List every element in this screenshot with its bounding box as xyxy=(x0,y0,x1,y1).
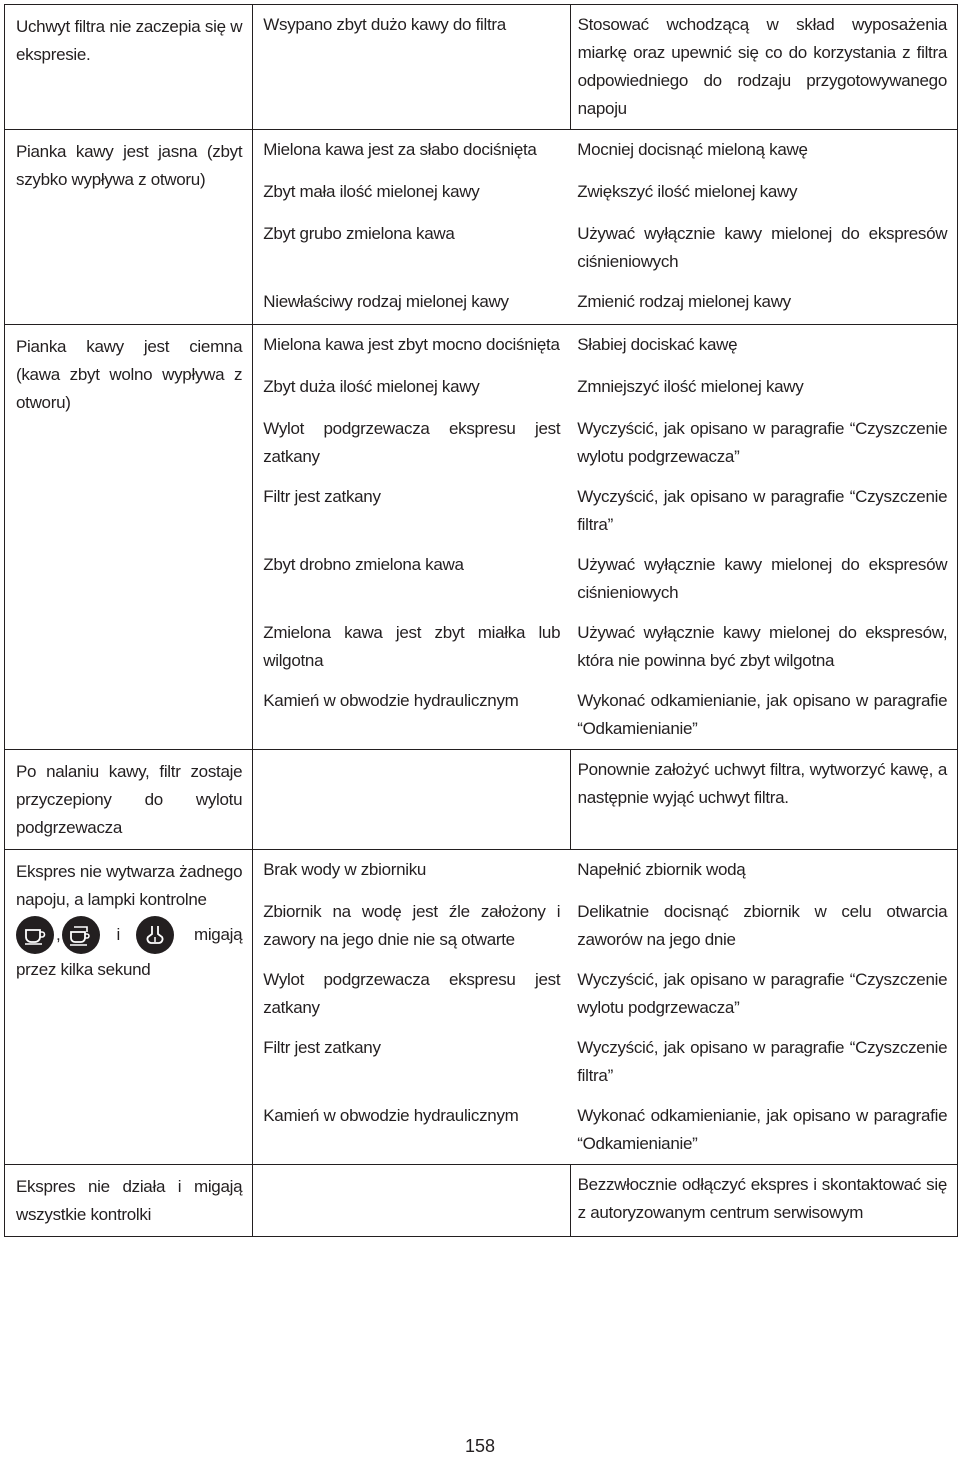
solution-text: Napełnić zbiornik wodą xyxy=(577,860,746,879)
cause-solution-pair xyxy=(253,613,957,681)
problem-cell xyxy=(5,130,253,325)
cause-solution-pair xyxy=(253,282,957,324)
problem-text: Po nalaniu kawy, filtr zostaje przyczepiony do wylotu podgrzewacza xyxy=(16,762,243,837)
solution-text: Słabiej dociskać kawę xyxy=(577,335,738,354)
comma-separator: , xyxy=(56,925,61,944)
cause-text: Filtr jest zatkany xyxy=(263,487,381,506)
solution-cell xyxy=(570,750,957,850)
problem-tail-text: przez kilka sekund xyxy=(16,960,151,979)
table-row xyxy=(5,1165,958,1237)
cause-text: Mielona kawa jest zbyt mocno dociśnięta xyxy=(263,335,560,354)
cause-solution-pair xyxy=(253,1096,957,1164)
solution-text: Używać wyłącznie kawy mielonej do ekspresów, która nie powinna być zbyt wilgotna xyxy=(577,623,948,670)
cause-text: Filtr jest zatkany xyxy=(263,1038,381,1057)
cause-text: Wylot podgrzewacza ekspresu jest zatkany xyxy=(263,419,561,466)
cause-text: Kamień w obwodzie hydraulicznym xyxy=(263,691,519,710)
cause-solution-pair xyxy=(253,545,957,613)
cause-text: Zbyt duża ilość mielonej kawy xyxy=(263,377,480,396)
solution-text: Wyczyścić, jak opisano w paragrafie “Czyszczenie wylotu podgrzewacza” xyxy=(577,970,948,1017)
cause-solution-pair xyxy=(253,960,957,1028)
cause-cell xyxy=(253,750,570,850)
causes-solutions-cell xyxy=(253,850,958,1165)
solution-text: Zmienić rodzaj mielonej kawy xyxy=(577,292,791,311)
table-row xyxy=(5,5,958,130)
cause-cell xyxy=(253,5,570,130)
table-row xyxy=(5,325,958,750)
cause-solution-pair xyxy=(253,1028,957,1096)
solution-text: Stosować wchodzącą w skład wyposażenia miarkę oraz upewnić się co do korzystania z filtra odpowiedniego do rodzaju przygotowywanego napoju xyxy=(577,15,947,118)
table-row xyxy=(5,850,958,1165)
causes-solutions-cell xyxy=(253,130,958,325)
steam-icon xyxy=(136,916,174,954)
cause-solution-pair xyxy=(253,130,957,172)
cause-text: Wsypano zbyt dużo kawy do filtra xyxy=(263,15,506,34)
cause-solution-pair xyxy=(253,172,957,214)
indicator-lamps xyxy=(16,916,242,954)
problem-lead-text: Ekspres nie wytwarza żadnego napoju, a lampki kontrolne xyxy=(16,862,243,909)
cause-text: Wylot podgrzewacza ekspresu jest zatkany xyxy=(263,970,561,1017)
problem-text: Uchwyt filtra nie zaczepia się w ekspresie. xyxy=(16,17,243,64)
cause-text: Niewłaściwy rodzaj mielonej kawy xyxy=(263,292,509,311)
cause-solution-pair xyxy=(253,409,957,477)
cause-cell xyxy=(253,1165,570,1237)
troubleshooting-page xyxy=(4,4,958,1237)
two-cups-icon xyxy=(62,916,100,954)
solution-text: Zwiększyć ilość mielonej kawy xyxy=(577,182,798,201)
cause-text: Zbyt mała ilość mielonej kawy xyxy=(263,182,480,201)
cause-text: Mielona kawa jest za słabo dociśnięta xyxy=(263,140,537,159)
solution-text: Używać wyłącznie kawy mielonej do ekspresów ciśnieniowych xyxy=(577,555,948,602)
cause-solution-pair xyxy=(253,850,957,892)
cause-text xyxy=(253,750,569,790)
and-separator: i xyxy=(116,925,120,944)
cause-solution-pair xyxy=(253,214,957,282)
problem-cell xyxy=(5,5,253,130)
table-row xyxy=(5,750,958,850)
solution-text: Delikatnie docisnąć zbiornik w celu otwarcia zaworów na jego dnie xyxy=(577,902,948,949)
solution-text: Wykonać odkamienianie, jak opisano w paragrafie “Odkamienianie” xyxy=(577,691,948,738)
solution-cell xyxy=(570,1165,957,1237)
solution-text: Ponownie założyć uchwyt filtra, wytworzyć kawę, a następnie wyjąć uchwyt filtra. xyxy=(577,760,947,807)
problem-verb-text: migają xyxy=(193,925,243,944)
solution-text: Używać wyłącznie kawy mielonej do ekspresów ciśnieniowych xyxy=(577,224,948,271)
solution-text: Bezzwłocznie odłączyć ekspres i skontaktować się z autoryzowanym centrum serwisowym xyxy=(577,1175,947,1222)
cause-text: Zmielona kawa jest zbyt miałka lub wilgotna xyxy=(263,623,561,670)
solution-text: Wykonać odkamienianie, jak opisano w paragrafie “Odkamienianie” xyxy=(577,1106,948,1153)
page-number: 158 xyxy=(464,1436,496,1456)
problem-cell xyxy=(5,325,253,750)
table-row xyxy=(5,130,958,325)
cause-text: Zbiornik na wodę jest źle założony i zawory na jego dnie nie są otwarte xyxy=(263,902,561,949)
solution-text: Mocniej docisnąć mieloną kawę xyxy=(577,140,808,159)
solution-text: Zmniejszyć ilość mielonej kawy xyxy=(577,377,804,396)
causes-solutions-cell xyxy=(253,325,958,750)
cause-solution-pair xyxy=(253,367,957,409)
solution-cell xyxy=(570,5,957,130)
cause-solution-pair xyxy=(253,892,957,960)
one-cup-icon xyxy=(16,916,54,954)
problem-text: Pianka kawy jest ciemna (kawa zbyt wolno wypływa z otworu) xyxy=(16,337,243,412)
cause-solution-pair xyxy=(253,325,957,367)
cause-text: Zbyt grubo zmielona kawa xyxy=(263,224,455,243)
problem-text-group xyxy=(5,850,252,991)
problem-text: Pianka kawy jest jasna (zbyt szybko wypływa z otworu) xyxy=(16,142,243,189)
solution-text: Wyczyścić, jak opisano w paragrafie “Czyszczenie filtra” xyxy=(577,1038,948,1085)
problem-text: Ekspres nie działa i migają wszystkie kontrolki xyxy=(16,1177,243,1224)
solution-text: Wyczyścić, jak opisano w paragrafie “Czyszczenie filtra” xyxy=(577,487,948,534)
cause-text: Kamień w obwodzie hydraulicznym xyxy=(263,1106,519,1125)
troubleshooting-table xyxy=(4,4,958,1237)
cause-text xyxy=(253,1165,569,1205)
cause-solution-pair xyxy=(253,477,957,545)
problem-cell xyxy=(5,850,253,1165)
solution-text: Wyczyścić, jak opisano w paragrafie “Czyszczenie wylotu podgrzewacza” xyxy=(577,419,948,466)
cause-text: Brak wody w zbiorniku xyxy=(263,860,427,879)
problem-cell xyxy=(5,750,253,850)
cause-solution-pair xyxy=(253,681,957,749)
cause-text: Zbyt drobno zmielona kawa xyxy=(263,555,464,574)
problem-cell xyxy=(5,1165,253,1237)
